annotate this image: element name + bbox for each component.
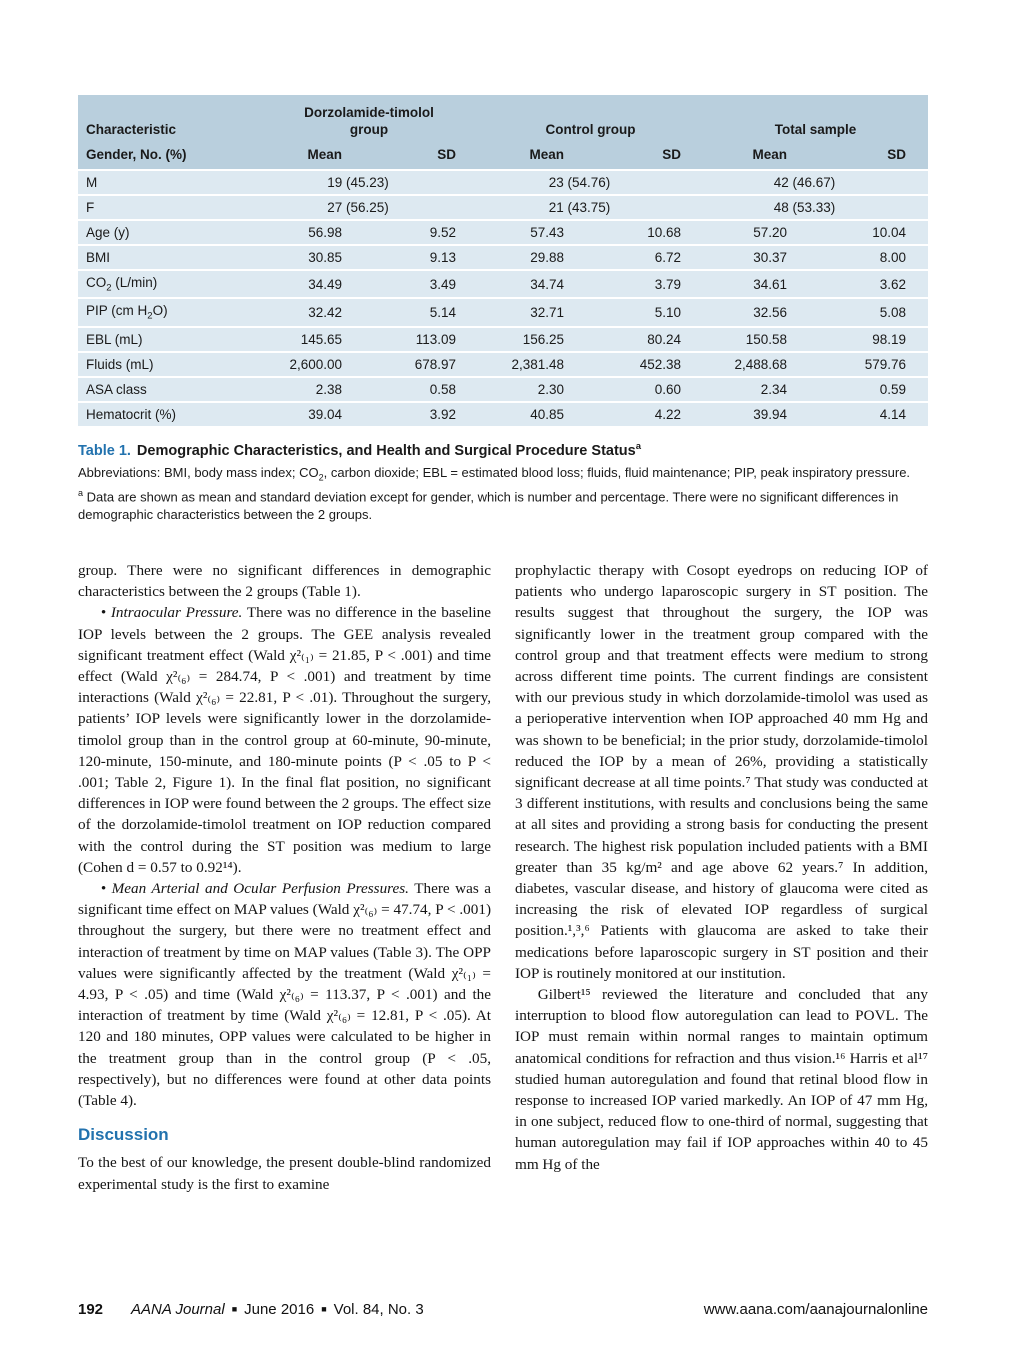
square-separator-icon: ■: [231, 1304, 238, 1314]
table-cell: 23 (54.76): [478, 170, 703, 195]
table-cell: 39.94: [703, 402, 823, 426]
table-caption-title: Demographic Characteristics, and Health and Surgical Procedure Status: [136, 442, 636, 459]
table-cell: 34.61: [703, 270, 823, 299]
table-cell: 4.14: [823, 402, 928, 426]
discussion-heading: Discussion: [78, 1125, 169, 1145]
table-cell: 0.59: [823, 377, 928, 402]
journal-name: AANA Journal: [131, 1301, 225, 1318]
table-row-pip: [78, 298, 928, 327]
article-body: [78, 560, 928, 1195]
table-cell: 9.13: [378, 245, 478, 270]
treatment-group-label: Dorzolamide-timolol group: [304, 105, 434, 137]
square-separator-icon: ■: [321, 1304, 327, 1314]
col-header-characteristic: Characteristic: [78, 95, 260, 141]
footer-left: [78, 1301, 424, 1318]
row-label: BMI: [78, 245, 260, 270]
table-row-ebl: [78, 327, 928, 352]
left-column: [78, 560, 491, 1195]
col-header-control-group: Control group: [478, 95, 703, 141]
table-cell: 5.14: [378, 298, 478, 327]
paragraph: group. There were no significant differences in demographic characteristics between the 2 groups (Table 1).: [78, 562, 491, 601]
table-cell: 80.24: [600, 327, 703, 352]
table-cell: 57.20: [703, 220, 823, 245]
row-label: $CO_2$ (L/min): [78, 270, 260, 299]
table-cell: 4.22: [600, 402, 703, 426]
table-cell: 3.62: [823, 270, 928, 299]
table-cell: 2.38: [260, 377, 378, 402]
table-cell: 156.25: [478, 327, 600, 352]
table-cell: 34.49: [260, 270, 378, 299]
table-body: [78, 170, 928, 426]
page-footer: [78, 1301, 928, 1318]
table-cell: 56.98: [260, 220, 378, 245]
table-cell: 3.92: [378, 402, 478, 426]
table-cell: 452.38: [600, 352, 703, 377]
table-caption-footnote-marker: a: [635, 441, 642, 453]
row-label: Fluids (mL): [78, 352, 260, 377]
table-cell: 48 (53.33): [703, 195, 928, 220]
table-caption: [78, 441, 928, 459]
table-row-fluids: [78, 352, 928, 377]
table-cell: 21 (43.75): [478, 195, 703, 220]
paragraph-map-opp: • Mean Arterial and Ocular Perfusion Pressures. There was a significant time effect on MAP values (Wald χ²₍₆₎ = 47.74, P < .001) throughout the surgery, but there were no treatment effect and interaction of treatment by time on MAP values (Table 3). The OPP values were significantly affected by the treatment (Wald χ²₍₁₎ = 4.93, P < .05) and time (Wald χ²₍₆₎ = 113.37, P < .001) and the interaction of treatment by time (Wald χ²₍₆₎ = 12.81, P < .05). At 120 and 180 minutes, OPP values were calculated to be higher in the treatment group than in the control group (P < .05, respectively), but no differences were found at other data points (Table 4).: [78, 880, 491, 1110]
subheader-mean-3: Mean: [703, 141, 823, 170]
col-header-treatment-group: [260, 95, 478, 141]
table-row-co2: [78, 270, 928, 299]
table-cell: 10.04: [823, 220, 928, 245]
table-footnote-a: $^a$ Data are shown as mean and standard deviation except for gender, which is number and percentage. There were no significant differences in demographic characteristics between the 2 groups.: [78, 487, 899, 523]
table-row-bmi: [78, 245, 928, 270]
table-cell: 0.58: [378, 377, 478, 402]
table-cell: 42 (46.67): [703, 170, 928, 195]
row-label: Hematocrit (%): [78, 402, 260, 426]
issue-date: June 2016: [244, 1301, 315, 1318]
subheader-mean-1: Mean: [260, 141, 378, 170]
table-cell: 27 (56.25): [260, 195, 478, 220]
row-label: M: [78, 170, 260, 195]
table-cell: 3.49: [378, 270, 478, 299]
table-cell: 2.34: [703, 377, 823, 402]
subheader-mean-2: Mean: [478, 141, 600, 170]
table-cell: 32.42: [260, 298, 378, 327]
table-cell: 2,600.00: [260, 352, 378, 377]
table-row-gender-m: [78, 170, 928, 195]
table-cell: 10.68: [600, 220, 703, 245]
table-1-block: [78, 95, 928, 524]
table-cell: 98.19: [823, 327, 928, 352]
table-abbreviations: Abbreviations: BMI, body mass index; $CO_2$, carbon dioxide; EBL = estimated blood loss; fluids, fluid maintenance; PIP, peak inspiratory pressure.: [78, 464, 911, 483]
bullet-lead: • Mean Arterial and Ocular Perfusion Pressures.: [100, 880, 409, 898]
row-label: EBL (mL): [78, 327, 260, 352]
table-cell: 8.00: [823, 245, 928, 270]
table-cell: 579.76: [823, 352, 928, 377]
row-label: F: [78, 195, 260, 220]
table-cell: 32.71: [478, 298, 600, 327]
row-label: Age (y): [78, 220, 260, 245]
table-header: [78, 95, 928, 170]
table-row-asa: [78, 377, 928, 402]
subheader-sd-3: SD: [823, 141, 928, 170]
paragraph: To the best of our knowledge, the present double-blind randomized experimental study is the first to examine: [78, 1154, 491, 1193]
table-cell: 29.88: [478, 245, 600, 270]
bullet-lead: • Intraocular Pressure.: [100, 604, 243, 622]
table-cell: 145.65: [260, 327, 378, 352]
table-cell: 57.43: [478, 220, 600, 245]
table-cell: 2,381.48: [478, 352, 600, 377]
subheader-sd-2: SD: [600, 141, 703, 170]
table-row-hematocrit: [78, 402, 928, 426]
row-label: ASA class: [78, 377, 260, 402]
table-cell: 5.08: [823, 298, 928, 327]
footer-right: [704, 1301, 928, 1318]
table-cell: 30.37: [703, 245, 823, 270]
subheader-gender: Gender, No. (%): [78, 141, 260, 170]
volume-info: Vol. 84, No. 3: [333, 1301, 424, 1318]
row-label: PIP (cm $H_2O$): [78, 298, 260, 327]
col-header-total-sample: Total sample: [703, 95, 928, 141]
table-cell: 40.85: [478, 402, 600, 426]
table-row-gender-f: [78, 195, 928, 220]
demographics-table: [78, 95, 928, 426]
table-cell: 9.52: [378, 220, 478, 245]
page-number: 192: [78, 1301, 104, 1318]
table-subheader-row: [78, 141, 928, 170]
table-group-header-row: [78, 95, 928, 141]
table-cell: 32.56: [703, 298, 823, 327]
table-cell: 2.30: [478, 377, 600, 402]
paragraph: prophylactic therapy with Cosopt eyedrops on reducing IOP of patients who undergo laparoscopic surgery in ST position. The results suggest that throughout the surgery, the IOP was significantly lower in the treatment group compared with the control group and that treatment effects were medium to strong across different time points. The current findings are consistent with our previous study in which dorzolamide-timolol was used as a perioperative intervention when IOP approached 40 mm Hg and was shown to be beneficial; in the prior study, dorzolamide-timolol reduced the IOP by a mean of 26%, providing a statistically significant decrease at all time points.⁷ That study was conducted at 3 different institutions, with results and conclusions being the same at all sites and providing a strong basis for conducting the present research. The highest risk population included patients with a BMI greater than 35 kg/m² and age above 62 years.⁷ In addition, diabetes, vascular disease, and history of glaucoma were cited as increasing the risk of elevated IOP regardless of surgical position.¹,³,⁶ Patients with glaucoma are asked to take their medications before laparoscopic surgery in ST position and their IOP is routinely monitored at our institution.: [515, 562, 928, 982]
subheader-sd-1: SD: [378, 141, 478, 170]
table-cell: 150.58: [703, 327, 823, 352]
table-cell: 19 (45.23): [260, 170, 478, 195]
paragraph-intraocular-pressure: • Intraocular Pressure. There was no difference in the baseline IOP levels between the 2 groups. The GEE analysis revealed significant treatment effect (Wald χ²₍₁₎ = 21.85, P < .001) and time effect (Wald χ²₍₆₎ = 284.74, P < .001) and treatment by time interactions (Wald χ²₍₆₎ = 22.81, P < .01). Throughout the surgery, patients’ IOP levels were significantly lower in the dorzolamide-timolol group than in the control group at 60-minute, 90-minute, 120-minute, 150-minute, and 180-minute points (P < .05 to P < .001; Table 2, Figure 1). In the final flat position, no significant differences in IOP were found between the 2 groups. The effect size of the dorzolamide-timolol treatment on IOP reduction compared with the control during the ST position was medium to large (Cohen d = 0.57 to 0.92¹⁴).: [78, 604, 491, 876]
table-cell: 39.04: [260, 402, 378, 426]
table-cell: 678.97: [378, 352, 478, 377]
journal-url: www.aana.com/aanajournalonline: [703, 1301, 928, 1318]
right-column: [515, 560, 928, 1195]
table-cell: 3.79: [600, 270, 703, 299]
table-cell: 30.85: [260, 245, 378, 270]
table-cell: 34.74: [478, 270, 600, 299]
table-caption-number: Table 1.: [78, 442, 131, 459]
table-cell: 6.72: [600, 245, 703, 270]
table-cell: 5.10: [600, 298, 703, 327]
table-cell: 0.60: [600, 377, 703, 402]
table-cell: 2,488.68: [703, 352, 823, 377]
paragraph-gilbert: Gilbert¹⁵ reviewed the literature and concluded that any interruption to blood flow autoregulation can lead to POVL. The IOP must remain within normal ranges to maintain optimum anatomical conditions for refraction and thus vision.¹⁶ Harris et al¹⁷ studied human autoregulation and found that retinal blood flow in response to increased IOP varied markedly. An IOP of 47 mm Hg, in one subject, reduced flow to one-third of normal, suggesting that human autoregulation may fail if IOP approaches within 40 to 45 mm Hg of the: [515, 986, 928, 1173]
table-row-age: [78, 220, 928, 245]
table-cell: 113.09: [378, 327, 478, 352]
